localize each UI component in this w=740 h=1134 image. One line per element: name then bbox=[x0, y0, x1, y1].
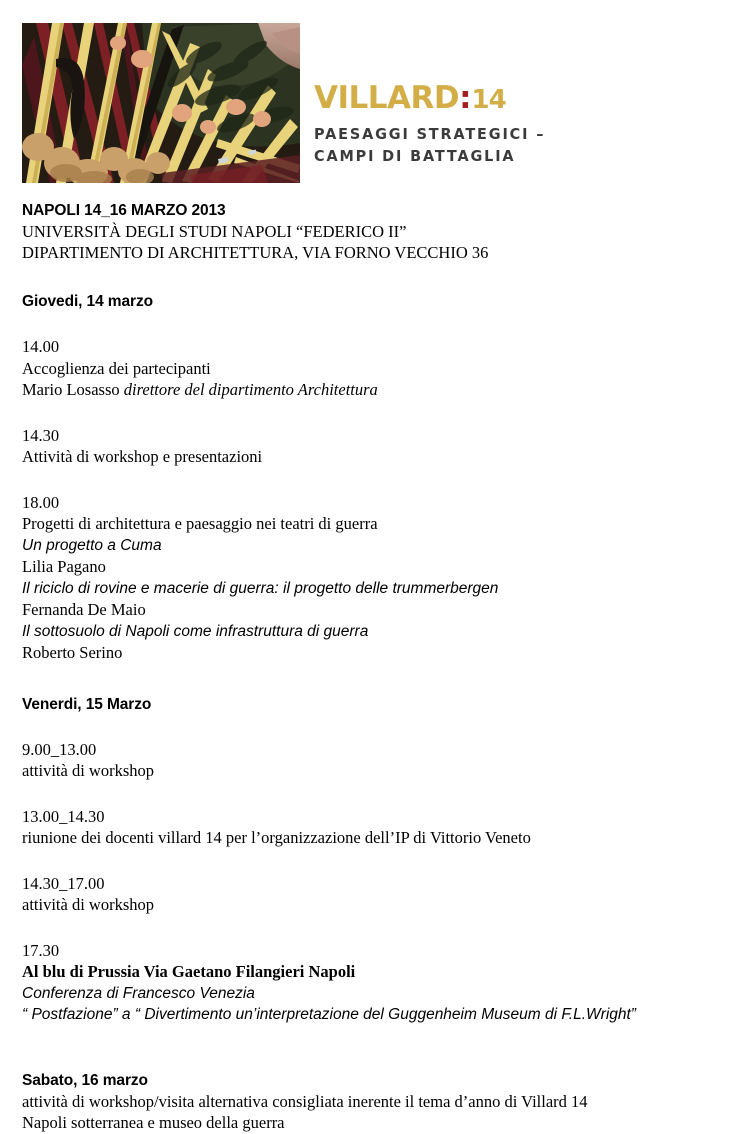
logo-subtitle-line-1: PAESAGGI STRATEGICI – bbox=[314, 125, 546, 143]
block-line: Napoli sotterranea e museo della guerra bbox=[22, 1113, 285, 1132]
event-title: NAPOLI 14_16 MARZO 2013 bbox=[22, 202, 226, 219]
lecture-speaker: Conferenza di Francesco Venezia bbox=[22, 984, 255, 1002]
block-line: Progetti di architettura e paesaggio nei teatri di guerra bbox=[22, 514, 378, 533]
venue-name: Al blu di Prussia Via Gaetano Filangieri Napoli bbox=[22, 962, 356, 981]
block-time: 14.30_17.00 bbox=[22, 873, 105, 893]
day-heading-sabato: Sabato, 16 marzo bbox=[22, 1071, 148, 1089]
block-time: 14.30 bbox=[22, 425, 60, 445]
block-time: 13.00_14.30 bbox=[22, 806, 105, 826]
schedule-block bbox=[22, 1091, 722, 1134]
block-time: 17.30 bbox=[22, 940, 60, 960]
logo-wordmark bbox=[314, 81, 694, 117]
schedule-block bbox=[22, 940, 722, 1026]
speaker-name: Roberto Serino bbox=[22, 643, 123, 662]
program-content bbox=[22, 200, 722, 1134]
speaker-name: Fernanda De Maio bbox=[22, 600, 146, 619]
venue-line-2: DIPARTIMENTO DI ARCHITETTURA, VIA FORNO VECCHIO 36 bbox=[22, 243, 489, 262]
schedule-block bbox=[22, 739, 722, 782]
villard-logo bbox=[314, 81, 694, 167]
block-line: Accoglienza dei partecipanti bbox=[22, 358, 211, 378]
block-line: attività di workshop bbox=[22, 761, 154, 780]
talk-title: Un progetto a Cuma bbox=[22, 536, 162, 554]
block-line bbox=[22, 379, 722, 401]
talk-title: Il riciclo di rovine e macerie di guerra: il progetto delle trummerbergen bbox=[22, 579, 499, 597]
schedule-block bbox=[22, 425, 722, 468]
block-line: attività di workshop/visita alternativa consigliata inerente il tema d’anno di Villard 14 bbox=[22, 1091, 588, 1111]
battle-artwork-image bbox=[22, 23, 300, 183]
logo-separator: : bbox=[459, 80, 472, 116]
block-time: 9.00_13.00 bbox=[22, 739, 97, 759]
block-line: riunione dei docenti villard 14 per l’organizzazione dell’IP di Vittorio Veneto bbox=[22, 828, 531, 847]
day-heading-venerdi: Venerdi, 15 Marzo bbox=[22, 695, 152, 713]
header bbox=[22, 23, 712, 185]
schedule-block bbox=[22, 336, 722, 401]
speaker-name: Mario Losasso bbox=[22, 380, 124, 399]
logo-subtitle-line-2: CAMPI DI BATTAGLIA bbox=[314, 147, 516, 165]
lecture-title: “ Postfazione” a “ Divertimento un’interpretazione del Guggenheim Museum di F.L.Wright” bbox=[22, 1006, 636, 1023]
block-time: 18.00 bbox=[22, 492, 60, 512]
block-time: 14.00 bbox=[22, 337, 60, 356]
schedule-block bbox=[22, 806, 722, 849]
block-line: attività di workshop bbox=[22, 895, 154, 914]
schedule-block bbox=[22, 873, 722, 916]
speaker-name: Lilia Pagano bbox=[22, 557, 106, 576]
talk-title: Il sottosuolo di Napoli come infrastruttura di guerra bbox=[22, 622, 369, 640]
logo-brand-text: VILLARD bbox=[314, 80, 460, 116]
speaker-role: direttore del dipartimento Architettura bbox=[123, 380, 378, 399]
block-line: Attività di workshop e presentazioni bbox=[22, 447, 263, 466]
logo-edition-number: 14 bbox=[471, 85, 506, 115]
schedule-block bbox=[22, 492, 722, 664]
venue-line-1: UNIVERSITÀ DEGLI STUDI NAPOLI “FEDERICO II” bbox=[22, 222, 407, 241]
day-heading-giovedi: Giovedi, 14 marzo bbox=[22, 293, 153, 310]
artwork-svg bbox=[22, 23, 300, 183]
